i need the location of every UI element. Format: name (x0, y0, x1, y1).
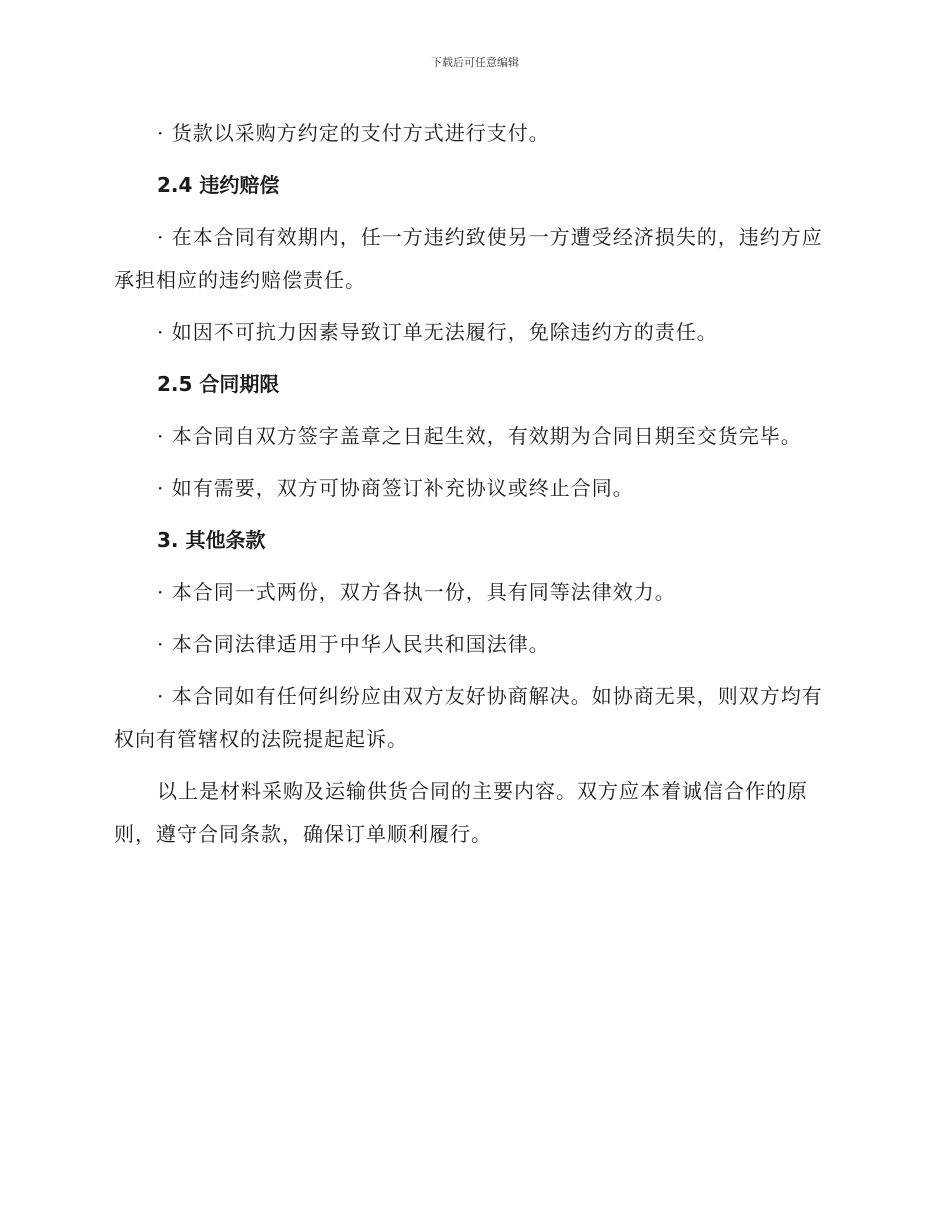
section-heading-breach: 2.4 违约赔偿 (157, 173, 280, 197)
page-header: 下载后可任意编辑 (431, 56, 519, 69)
paragraph-payment: · 货款以采购方约定的支付方式进行支付。 (157, 121, 550, 145)
paragraph-summary: 以上是材料采购及运输供货合同的主要内容。双方应本着诚信合作的原则，遵守合同条款，确保订单顺利履行。 (114, 779, 808, 846)
paragraph-breach-liability: · 在本合同有效期内，任一方违约致使另一方遭受经济损失的，违约方应承担相应的违约赔偿责任。 (114, 225, 823, 292)
paragraph-supplement: · 如有需要，双方可协商签订补充协议或终止合同。 (157, 476, 634, 500)
document-body (114, 112, 830, 856)
paragraph-effective-date: · 本合同自双方签字盖章之日起生效，有效期为合同日期至交货完毕。 (157, 424, 802, 448)
section-heading-other: 3. 其他条款 (157, 528, 266, 552)
paragraph-disputes: · 本合同如有任何纠纷应由双方友好协商解决。如协商无果，则双方均有权向有管辖权的法院提起起诉。 (114, 684, 823, 751)
paragraph-force-majeure: · 如因不可抗力因素导致订单无法履行，免除违约方的责任。 (157, 320, 718, 344)
paragraph-governing-law: · 本合同法律适用于中华人民共和国法律。 (157, 632, 550, 656)
paragraph-copies: · 本合同一式两份，双方各执一份，具有同等法律效力。 (157, 580, 676, 604)
section-heading-term: 2.5 合同期限 (157, 372, 280, 396)
